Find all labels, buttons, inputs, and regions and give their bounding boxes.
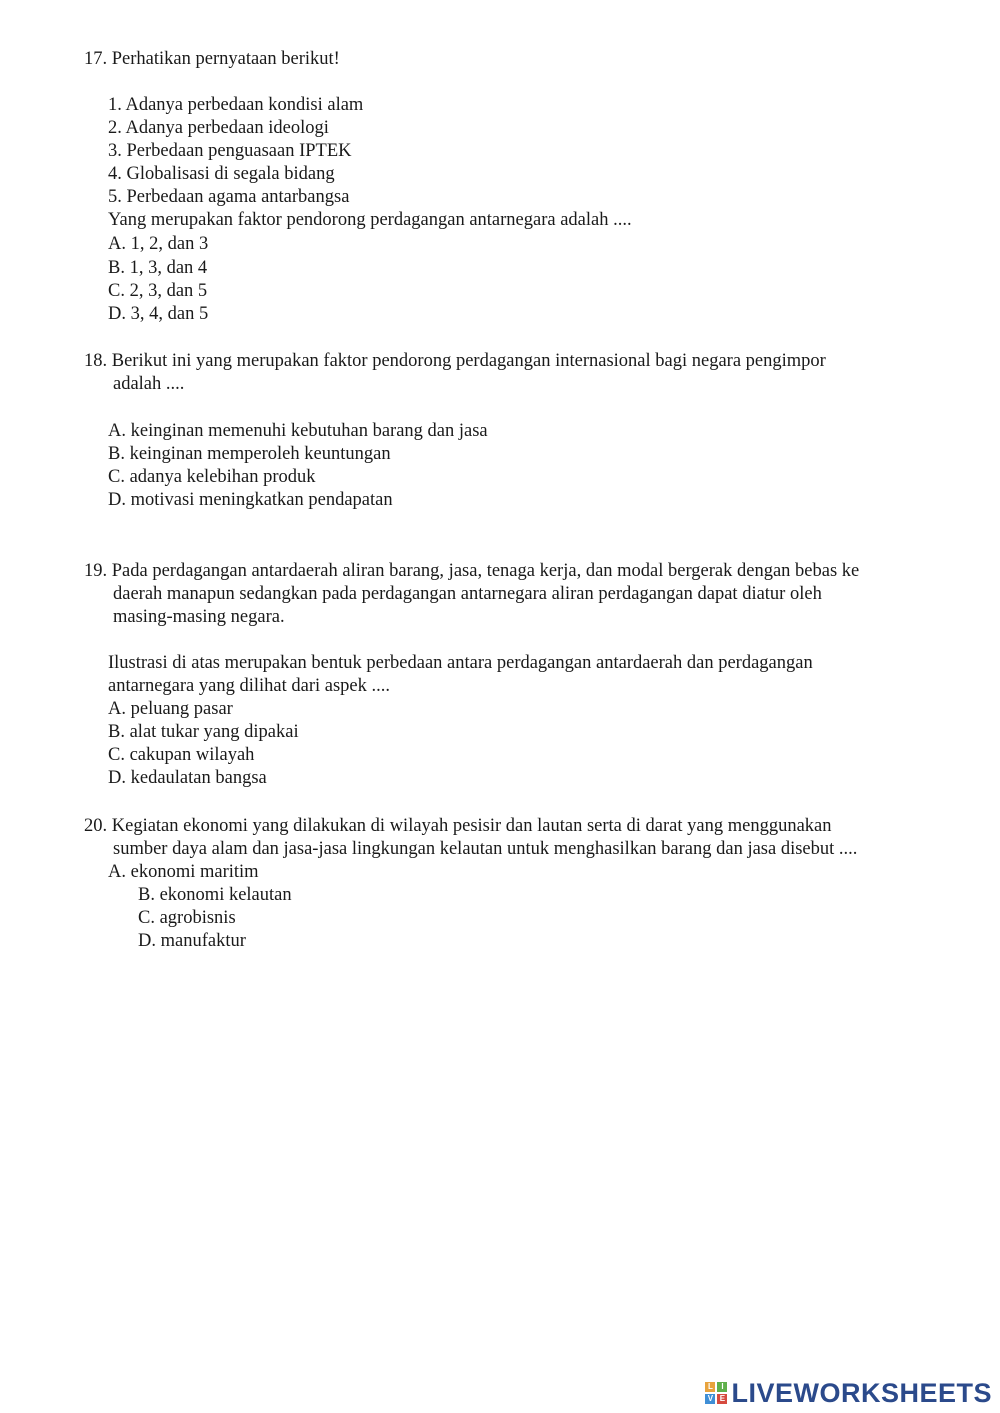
answer-option-c[interactable]: C. agrobisnis: [138, 908, 236, 928]
question-stem: 18. Berikut ini yang merupakan faktor pendorong perdagangan internasional bagi negara pengimpor: [84, 351, 826, 371]
answer-option-b[interactable]: B. keinginan memperoleh keuntungan: [108, 444, 391, 464]
liveworksheets-logo: [705, 1376, 992, 1410]
answer-option-c[interactable]: C. adanya kelebihan produk: [108, 467, 316, 487]
question-stem: sumber daya alam dan jasa-jasa lingkungan kelautan untuk menghasilkan barang dan jasa disebut ....: [113, 839, 858, 859]
statement-item: 4. Globalisasi di segala bidang: [108, 164, 335, 184]
statement-item: 5. Perbedaan agama antarbangsa: [108, 187, 350, 207]
answer-option-d[interactable]: D. manufaktur: [138, 931, 246, 951]
answer-option-d[interactable]: D. kedaulatan bangsa: [108, 768, 267, 788]
logo-mark-letter: E: [717, 1394, 727, 1404]
answer-option-c[interactable]: C. 2, 3, dan 5: [108, 281, 208, 301]
statement-item: 2. Adanya perbedaan ideologi: [108, 118, 329, 138]
question-prompt: Ilustrasi di atas merupakan bentuk perbedaan antara perdagangan antardaerah dan perdagangan: [108, 653, 813, 673]
answer-option-a[interactable]: A. peluang pasar: [108, 699, 233, 719]
answer-option-d[interactable]: D. motivasi meningkatkan pendapatan: [108, 490, 393, 510]
statement-item: 3. Perbedaan penguasaan IPTEK: [108, 141, 352, 161]
answer-option-b[interactable]: B. ekonomi kelautan: [138, 885, 292, 905]
answer-option-a[interactable]: A. keinginan memenuhi kebutuhan barang dan jasa: [108, 421, 488, 441]
question-stem: 20. Kegiatan ekonomi yang dilakukan di wilayah pesisir dan lautan serta di darat yang menggunakan: [84, 816, 832, 836]
answer-option-c[interactable]: C. cakupan wilayah: [108, 745, 255, 765]
logo-mark-icon: [705, 1382, 727, 1404]
logo-mark-letter: I: [717, 1382, 727, 1392]
logo-mark-letter: L: [705, 1382, 715, 1392]
answer-option-b[interactable]: B. alat tukar yang dipakai: [108, 722, 299, 742]
answer-option-b[interactable]: B. 1, 3, dan 4: [108, 258, 208, 278]
answer-option-a[interactable]: A. 1, 2, dan 3: [108, 234, 209, 254]
question-stem: adalah ....: [113, 374, 185, 394]
question-prompt: antarnegara yang dilihat dari aspek ....: [108, 676, 391, 696]
question-prompt: Yang merupakan faktor pendorong perdagangan antarnegara adalah ....: [108, 210, 632, 230]
logo-text: LIVEWORKSHEETS: [731, 1377, 992, 1408]
statement-item: 1. Adanya perbedaan kondisi alam: [108, 95, 364, 115]
question-stem: 19. Pada perdagangan antardaerah aliran barang, jasa, tenaga kerja, dan modal bergerak dengan bebas ke: [84, 561, 860, 581]
question-stem: masing-masing negara.: [113, 607, 285, 627]
answer-option-d[interactable]: D. 3, 4, dan 5: [108, 304, 209, 324]
question-stem: daerah manapun sedangkan pada perdagangan antarnegara aliran perdagangan dapat diatur oleh: [113, 584, 822, 604]
logo-mark-letter: V: [705, 1394, 715, 1404]
question-stem: 17. Perhatikan pernyataan berikut!: [84, 49, 340, 69]
answer-option-a[interactable]: A. ekonomi maritim: [108, 862, 259, 882]
